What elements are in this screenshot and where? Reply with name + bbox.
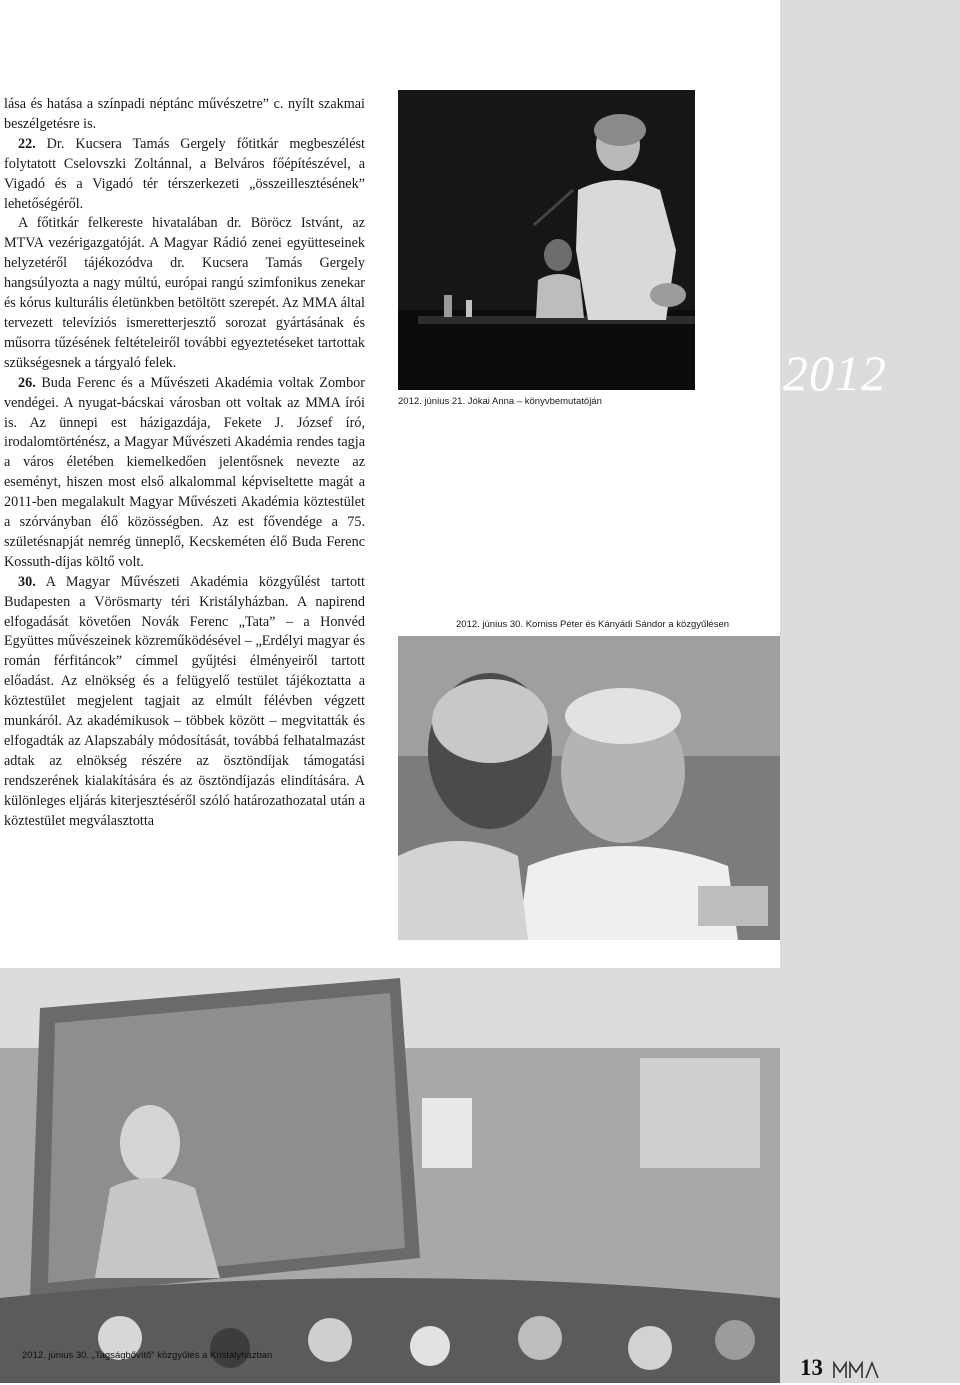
year-label: 2012 xyxy=(783,345,887,401)
assembly-hall-illustration xyxy=(0,968,780,1383)
year-sidebar xyxy=(780,0,960,1383)
paragraph-text: Buda Ferenc és a Művészeti Akadémia voltak Zombor vendégei. A nyugat-bácskai városban ott voltak az MMA írói is. Az ünnepi est házigazdája, Fekete J. József író, irodalomtörténész, a Magyar Művészeti Akadémia rendes tagja a város életében kiemelkedően jelentősnek nevezte az eseményt, hiszen most első alkalommal képviseltette magát a 2011-ben megalakult Magyar Művészeti Akadémia köztestület a szórványban élő közösségben. Az est fővendége a 75. születésnapját nemrég ünneplő, Kecskeméten élő Buda Ferenc Kossuth-díjas költő volt. xyxy=(4,374,365,570)
paragraph xyxy=(4,374,365,573)
paragraph-date: 30. xyxy=(18,573,36,590)
mma-logo-mark xyxy=(832,1360,882,1380)
paragraph xyxy=(4,95,365,135)
paragraph xyxy=(4,573,365,832)
paragraph xyxy=(4,135,365,215)
paragraph-date: 26. xyxy=(18,374,36,391)
paragraph xyxy=(4,214,365,373)
photo-caption: 2012. június 21. Jókai Anna – könyvbemutatóján xyxy=(398,396,602,407)
book-presentation-illustration xyxy=(398,90,695,390)
paragraph-text: A főtitkár felkereste hivatalában dr. Böröcz Istvánt, az MTVA vezérigazgatóját. A Magyar Rádió zenei együtteseinek helyzetéről tájékozódva dr. Kucsera Tamás Gergely hangsúlyozta a nagy múltú, európai rangú szimfonikus zenekar és kórus kulturális életünkben betöltött szerepét. Az MMA által tervezett televíziós ismeretterjesztő sorozat gyártásának és műsorra tűzésének feltételeiről további egyeztetéseket tartottak szükségesnek a tárgyaló felek. xyxy=(4,215,365,371)
photo-caption: 2012. június 30. Korniss Péter és Kányádi Sándor a közgyűlésen xyxy=(456,619,730,630)
paragraph-text: lása és hatása a színpadi néptánc művészetre” c. nyílt szakmai beszélgetésre is. xyxy=(4,96,365,132)
photo-caption: 2012. június 30. „Tagságbővítő” közgyűlés a Kristályházban xyxy=(22,1350,273,1361)
assembly-hall-photo xyxy=(0,968,780,1383)
page-number: 13 xyxy=(800,1355,823,1380)
mma-logo xyxy=(832,1360,882,1385)
book-presentation-photo xyxy=(398,90,695,390)
portrait-illustration xyxy=(398,636,780,940)
general-assembly-portrait-photo xyxy=(398,636,780,940)
paragraph-text: A Magyar Művészeti Akadémia közgyűlést tartott Budapesten a Vörösmarty téri Kristályházban. A napirend elfogadását követően Novák Ferenc „Tata” – a Honvéd Együttes művészeinek közreműködésével – „Erdélyi magyar és román férfitáncok” címmel gyűjtési élményeiről tartott előadást. Az elnökség és a felügyelő testület tájékoztatta a köztestület megjelent tagjait az elmúlt félévben végzett munkáról. Az akadémikusok – többek között – megvitatták és elfogadták az Alapszabály módosítását, továbbá felhatalmazást adtak az elnökség részére az ösztöndíjak támogatási rendszerének kialakítására és az ösztöndíjazás elindítására. A különleges eljárás kiterjesztéséről szóló határozathozatal után a köztestület megválasztotta xyxy=(4,573,365,829)
article-text xyxy=(4,95,365,832)
paragraph-date: 22. xyxy=(18,135,36,152)
paragraph-text: Dr. Kucsera Tamás Gergely főtitkár megbeszélést folytatott Cselovszki Zoltánnal, a Belváros főépítészével, a Vigadó és a Vigadó tér térszerkezeti „összeillesztésének” lehetőségéről. xyxy=(4,135,365,212)
